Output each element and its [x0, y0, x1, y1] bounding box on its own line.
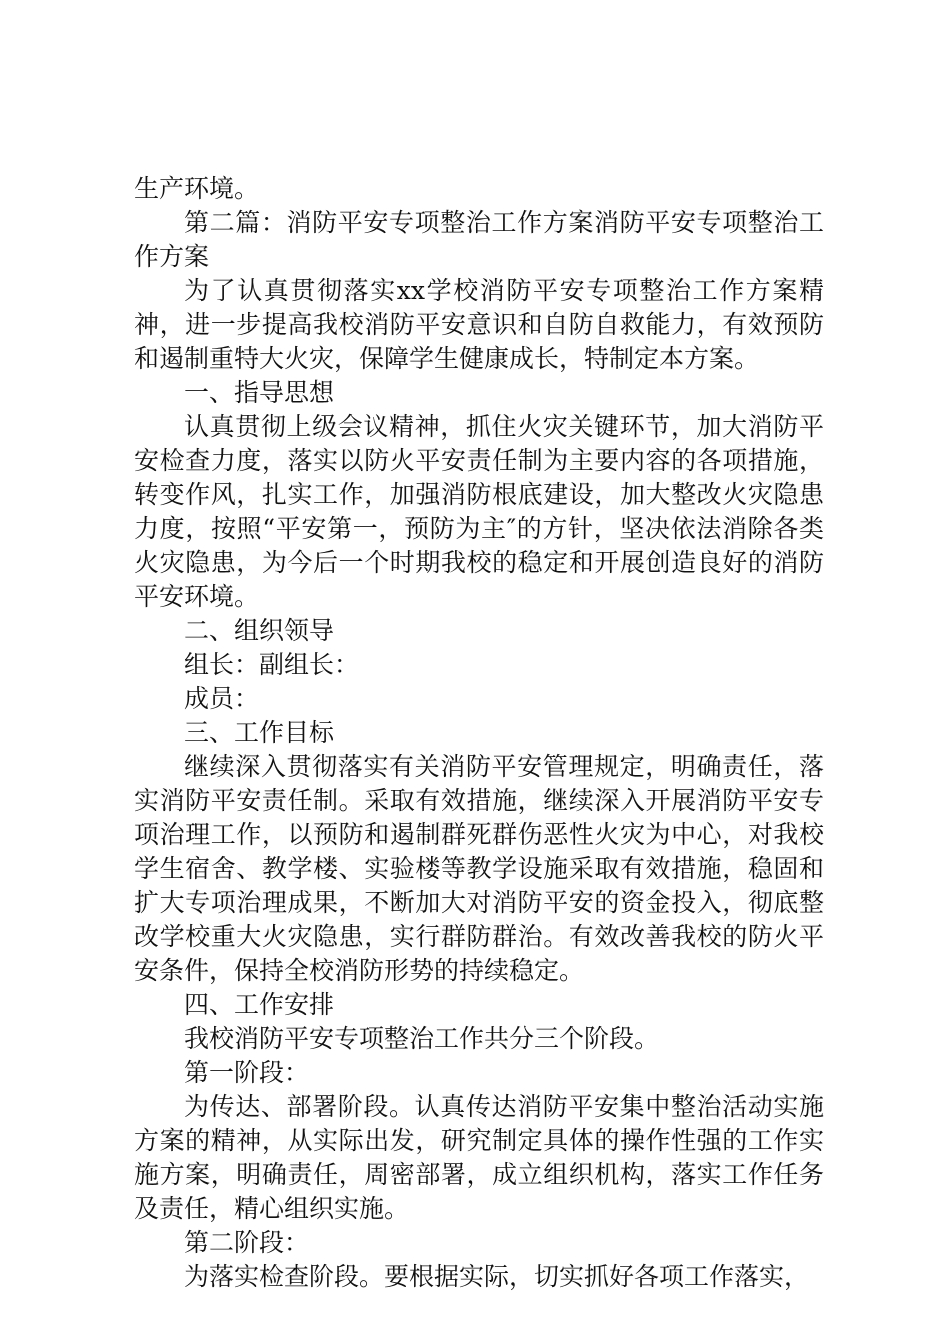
arrangement-overview: 我校消防平安专项整治工作共分三个阶段。 — [184, 1024, 660, 1053]
section-heading-guiding-ideology: 一、指导思想 — [184, 378, 335, 407]
lead-fragment: 生产环境。 — [134, 174, 260, 203]
stage-one-label: 第一阶段： — [184, 1058, 310, 1087]
stage-one-paragraph: 为传达、部署阶段。认真传达消防平安集中整治活动实施方案的精神，从实际出发，研究制定具体的操作性强的工作实施方案，明确责任，周密部署，成立组织机构，落实工作任务及责任，精心组织实施。 — [134, 1092, 824, 1223]
members-line: 成员： — [184, 684, 260, 713]
document-body — [134, 172, 824, 1294]
stage-two-label: 第二阶段： — [184, 1228, 310, 1257]
work-goals-paragraph: 继续深入贯彻落实有关消防平安管理规定，明确责任，落实消防平安责任制。采取有效措施，继续深入开展消防平安专项治理工作，以预防和遏制群死群伤恶性火灾为中心，对我校学生宿舍、教学楼、实验楼等教学设施采取有效措施，稳固和扩大专项治理成果，不断加大对消防平安的资金投入，彻底整改学校重大火灾隐患，实行群防群治。有效改善我校的防火平安条件，保持全校消防形势的持续稳定。 — [134, 752, 824, 985]
leaders-line: 组长：副组长： — [184, 650, 360, 679]
article-title: 第二篇：消防平安专项整治工作方案消防平安专项整治工作方案 — [134, 208, 824, 271]
stage-two-paragraph: 为落实检查阶段。要根据实际，切实抓好各项工作落实， — [184, 1262, 810, 1291]
intro-paragraph: 为了认真贯彻落实xx学校消防平安专项整治工作方案精神，进一步提高我校消防平安意识和自防自救能力，有效预防和遏制重特大火灾，保障学生健康成长，特制定本方案。 — [134, 276, 824, 373]
section-heading-work-arrangement: 四、工作安排 — [184, 990, 335, 1019]
guiding-ideology-paragraph: 认真贯彻上级会议精神，抓住火灾关键环节，加大消防平安检查力度，落实以防火平安责任制为主要内容的各项措施，转变作风，扎实工作，加强消防根底建设，加大整改火灾隐患力度，按照“平安第一，预防为主″的方针，坚决依法消除各类火灾隐患，为今后一个时期我校的稳定和开展创造良好的消防平安环境。 — [134, 412, 824, 611]
section-heading-work-goals: 三、工作目标 — [184, 718, 335, 747]
section-heading-organization: 二、组织领导 — [184, 616, 335, 645]
